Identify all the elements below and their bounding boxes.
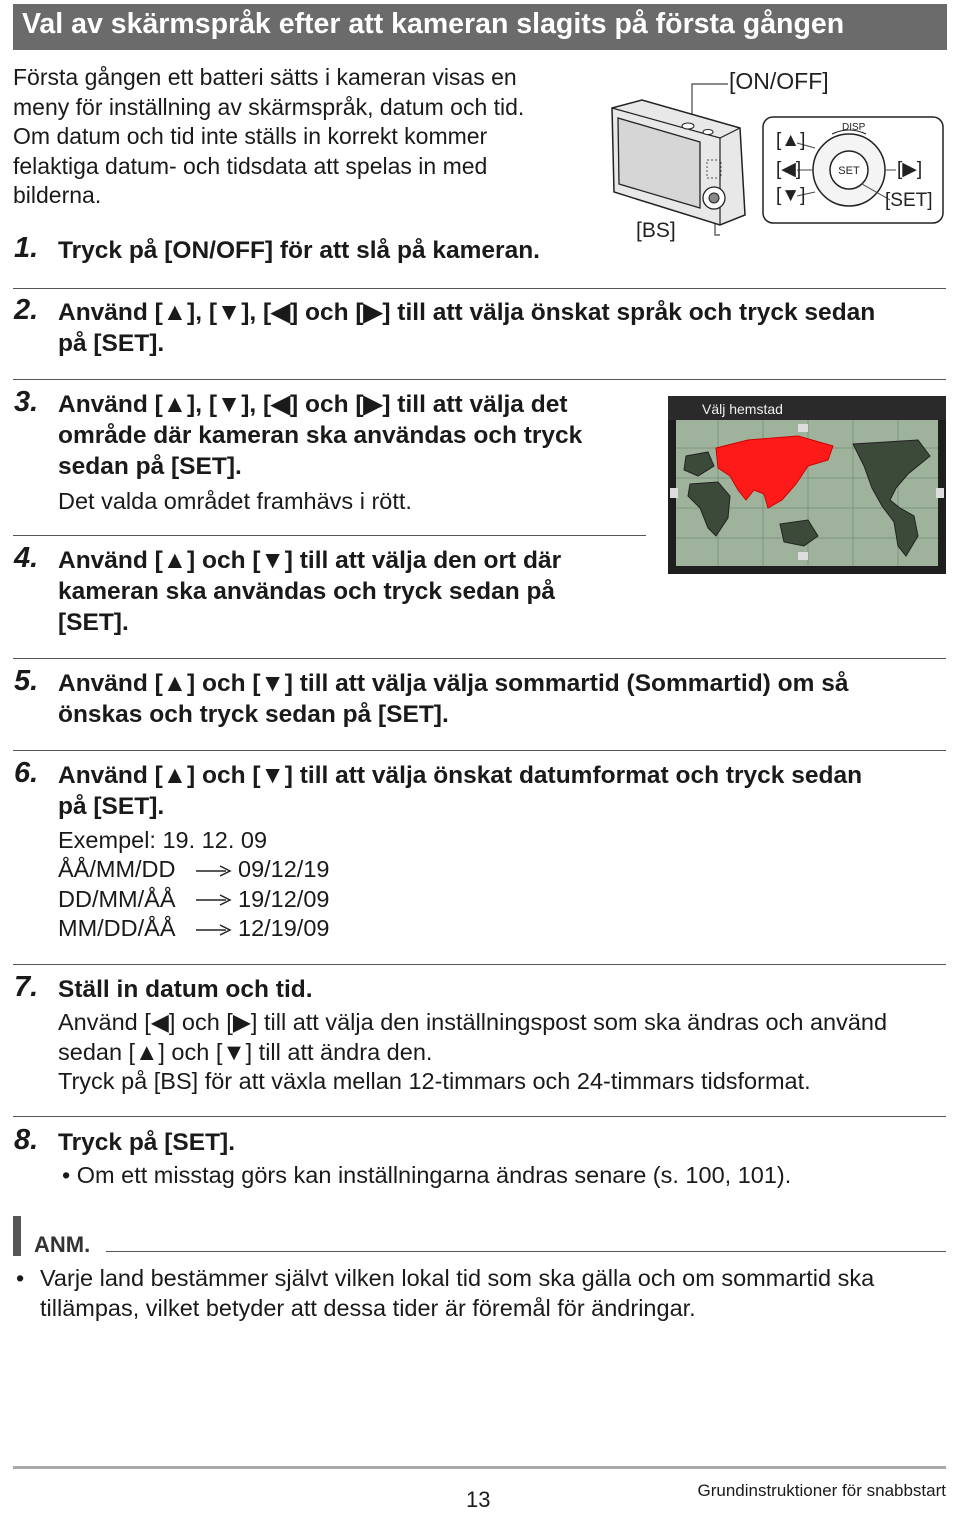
format-result: 12/19/09	[238, 915, 330, 941]
step-2-text	[58, 297, 875, 359]
step-line: Använd [▲] och [▼] till att välja välja sommartid (Sommartid) om så	[58, 670, 849, 697]
body-line: Tryck på [BS] för att växla mellan 12-timmars och 24-timmars tidsformat.	[58, 1068, 811, 1094]
step-7-text: Ställ in datum och tid.	[58, 976, 313, 1003]
world-map	[668, 396, 946, 574]
step-number: 8.	[14, 1124, 39, 1156]
format-name: DD/MM/ÅÅ	[58, 885, 176, 912]
step-line: område där kameran ska användas och tryck	[58, 422, 583, 449]
screen-title: Välj hemstad	[702, 401, 783, 417]
step-line: Använd [▲] och [▼] till att välja önskat datumformat och tryck sedan	[58, 762, 863, 789]
arrow-right-icon	[196, 893, 232, 907]
step-4-text	[58, 545, 561, 638]
right-key-label: [▶]	[897, 159, 923, 180]
intro-line: Första gången ett batteri sätts i kameran visas en	[13, 64, 517, 90]
onoff-label: [ON/OFF]	[729, 68, 829, 94]
date-format-row	[58, 885, 329, 915]
divider	[13, 964, 946, 965]
step-line: på [SET].	[58, 793, 165, 820]
date-format-row	[58, 914, 329, 944]
step-number: 6.	[14, 757, 39, 789]
step-number: 7.	[14, 971, 39, 1003]
note-text	[40, 1264, 874, 1323]
set-key-label: [SET]	[885, 190, 933, 211]
camera-screen-map	[668, 396, 946, 574]
step-3-body: Det valda området framhävs i rött.	[58, 488, 412, 514]
intro-line: meny för inställning av skärmspråk, datum och tid.	[13, 93, 525, 120]
date-format-row	[58, 855, 329, 885]
intro-line: bilderna.	[13, 182, 102, 208]
left-key-label: [◀]	[776, 159, 802, 180]
format-result: 09/12/19	[238, 856, 330, 882]
set-button-label: SET	[838, 165, 860, 177]
divider	[13, 750, 946, 751]
format-result: 19/12/09	[238, 885, 330, 912]
note-bullet: •	[16, 1265, 25, 1291]
step-line: Använd [▲], [▼], [◀] och [▶] till att välja önskat språk och tryck sedan	[58, 299, 876, 326]
body-line: sedan [▲] och [▼] till att ändra den.	[58, 1038, 433, 1065]
note-heading: ANM.	[34, 1232, 91, 1257]
footer-rule	[13, 1466, 946, 1469]
up-key-label: [▲]	[776, 130, 806, 151]
divider	[13, 658, 946, 659]
step-line: önskas och tryck sedan på [SET].	[58, 701, 449, 728]
down-key-label: [▼]	[776, 185, 806, 206]
note-line: tillämpas, vilket betyder att dessa tider är föremål för ändringar.	[40, 1294, 696, 1321]
format-name: MM/DD/ÅÅ	[58, 915, 176, 941]
disp-label: DISP	[842, 122, 866, 133]
arrow-right-icon	[196, 923, 232, 937]
arrow-right-icon	[196, 864, 232, 878]
note-line: Varje land bestämmer självt vilken lokal tid som ska gälla och om sommartid ska	[40, 1265, 875, 1291]
step-number: 3.	[14, 386, 39, 418]
step-5-text	[58, 668, 848, 730]
step-7-body	[58, 1008, 887, 1097]
divider	[13, 288, 946, 289]
bs-label: [BS]	[636, 219, 676, 242]
intro-line: felaktiga datum- och tidsdata att spelas in med	[13, 152, 488, 179]
step-1-text: Tryck på [ON/OFF] för att slå på kameran.	[58, 237, 540, 264]
step-line: på [SET].	[58, 330, 165, 357]
note-marker	[13, 1216, 21, 1256]
step-line: kameran ska användas och tryck sedan på	[58, 578, 556, 605]
body-line: Använd [◀] och [▶] till att välja den inställningspost som ska ändras och använd	[58, 1009, 888, 1035]
step-6-text	[58, 760, 862, 822]
date-format-list	[58, 855, 329, 944]
step-line: [SET].	[58, 609, 129, 636]
format-name: ÅÅ/MM/DD	[58, 856, 176, 882]
date-example: Exempel: 19. 12. 09	[58, 827, 268, 853]
step-line: Använd [▲] och [▼] till att välja den ort där	[58, 547, 562, 574]
step-line: sedan på [SET].	[58, 453, 242, 480]
note-divider	[106, 1251, 946, 1252]
page-title: Val av skärmspråk efter att kameran slagits på första gången	[22, 8, 845, 40]
step-line: Använd [▲], [▼], [◀] och [▶] till att välja det	[58, 391, 568, 418]
step-8-body: • Om ett misstag görs kan inställningarna ändras senare (s. 100, 101).	[62, 1162, 792, 1188]
intro-paragraph	[13, 63, 524, 211]
divider	[13, 1116, 946, 1117]
step-number: 1.	[14, 232, 39, 264]
step-number: 5.	[14, 665, 39, 697]
intro-line: Om datum och tid inte ställs in korrekt kommer	[13, 123, 488, 149]
divider	[13, 535, 646, 536]
footer-section: Grundinstruktioner för snabbstart	[697, 1481, 946, 1500]
step-number: 4.	[14, 542, 39, 574]
step-number: 2.	[14, 294, 39, 326]
divider	[13, 379, 946, 380]
step-8-text: Tryck på [SET].	[58, 1129, 236, 1156]
page-number: 13	[466, 1487, 491, 1512]
step-3-text	[58, 389, 582, 482]
